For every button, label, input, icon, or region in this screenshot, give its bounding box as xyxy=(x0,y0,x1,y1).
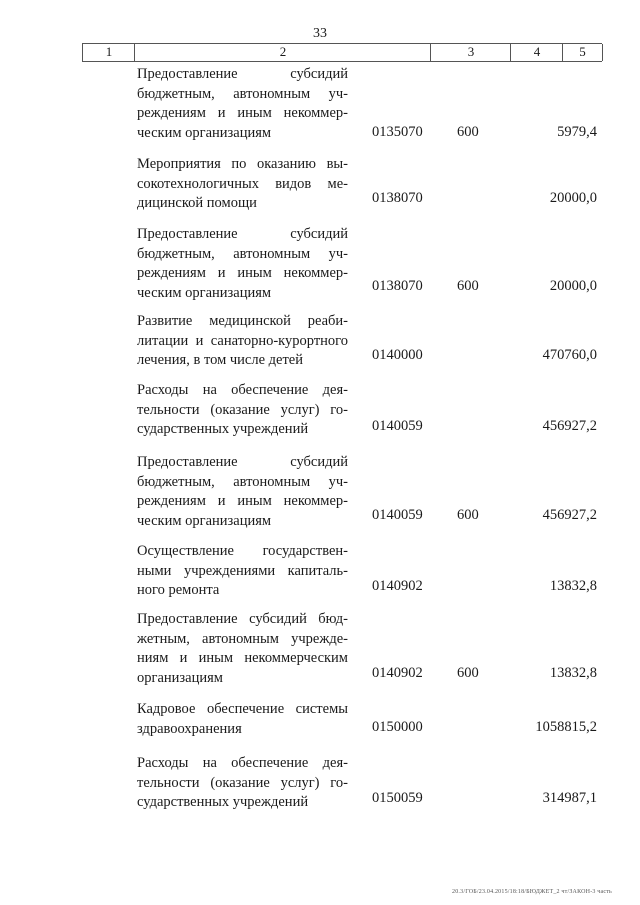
row-expense-type: 600 xyxy=(457,124,479,140)
row-amount: 13832,8 xyxy=(549,665,597,681)
row-description: Предоставление субсидий бюджетным, автономным учреждениям и иным некоммерческим организациям xyxy=(137,611,348,686)
row-code: 0140902 xyxy=(372,665,423,681)
row-expense-type: 600 xyxy=(457,665,479,681)
row-description: Мероприятия по оказанию высокотехнологичных видов медицинской помощи xyxy=(137,156,348,211)
header-col-1: 1 xyxy=(82,44,135,61)
row-description: Предоставление субсидий бюджетным, автономным учреждениям и иным некоммерческим организациям xyxy=(137,66,348,141)
row-expense-type: 600 xyxy=(457,507,479,523)
row-code: 0140059 xyxy=(372,418,423,434)
row-description: Предоставление субсидий бюджетным, автономным учреждениям и иным некоммерческим организациям xyxy=(137,454,348,529)
row-code: 0138070 xyxy=(372,190,423,206)
row-code: 0135070 xyxy=(372,124,423,140)
row-amount: 20000,0 xyxy=(549,190,597,206)
row-code: 0140000 xyxy=(372,347,423,363)
row-amount: 314987,1 xyxy=(542,790,597,806)
row-amount: 13832,8 xyxy=(549,578,597,594)
row-description: Предоставление субсидий бюджетным, автономным учреждениям и иным некоммерческим организациям xyxy=(137,226,348,301)
row-amount: 470760,0 xyxy=(542,347,597,363)
row-amount: 1058815,2 xyxy=(535,719,597,735)
row-description: Расходы на обеспечение деятельности (оказание услуг) государственных учреждений xyxy=(137,755,348,810)
page-number: 33 xyxy=(313,26,327,41)
table-header xyxy=(82,43,602,62)
row-amount: 20000,0 xyxy=(549,278,597,294)
row-amount: 5979,4 xyxy=(557,124,597,140)
row-code: 0140902 xyxy=(372,578,423,594)
row-description: Осуществление государственными учреждениями капитального ремонта xyxy=(137,543,348,598)
document-footer-stamp: 20.3/ГОБ/23.04.2015/18:18/БЮДЖЕТ_2 чт/ЗАКОН-3 часть xyxy=(452,889,612,895)
row-amount: 456927,2 xyxy=(542,418,597,434)
row-code: 0150000 xyxy=(372,719,423,735)
row-code: 0138070 xyxy=(372,278,423,294)
row-amount: 456927,2 xyxy=(542,507,597,523)
row-description: Развитие медицинской реабилитации и санаторно-курортного лечения, в том числе детей xyxy=(137,313,348,368)
row-description: Кадровое обеспечение системы здравоохранения xyxy=(137,701,348,737)
row-code: 0140059 xyxy=(372,507,423,523)
header-col-4: 4 xyxy=(510,44,563,61)
header-col-5: 5 xyxy=(562,44,603,61)
row-description: Расходы на обеспечение деятельности (оказание услуг) государственных учреждений xyxy=(137,382,348,437)
row-code: 0150059 xyxy=(372,790,423,806)
header-col-3: 3 xyxy=(430,44,511,61)
header-col-2: 2 xyxy=(134,44,431,61)
row-expense-type: 600 xyxy=(457,278,479,294)
